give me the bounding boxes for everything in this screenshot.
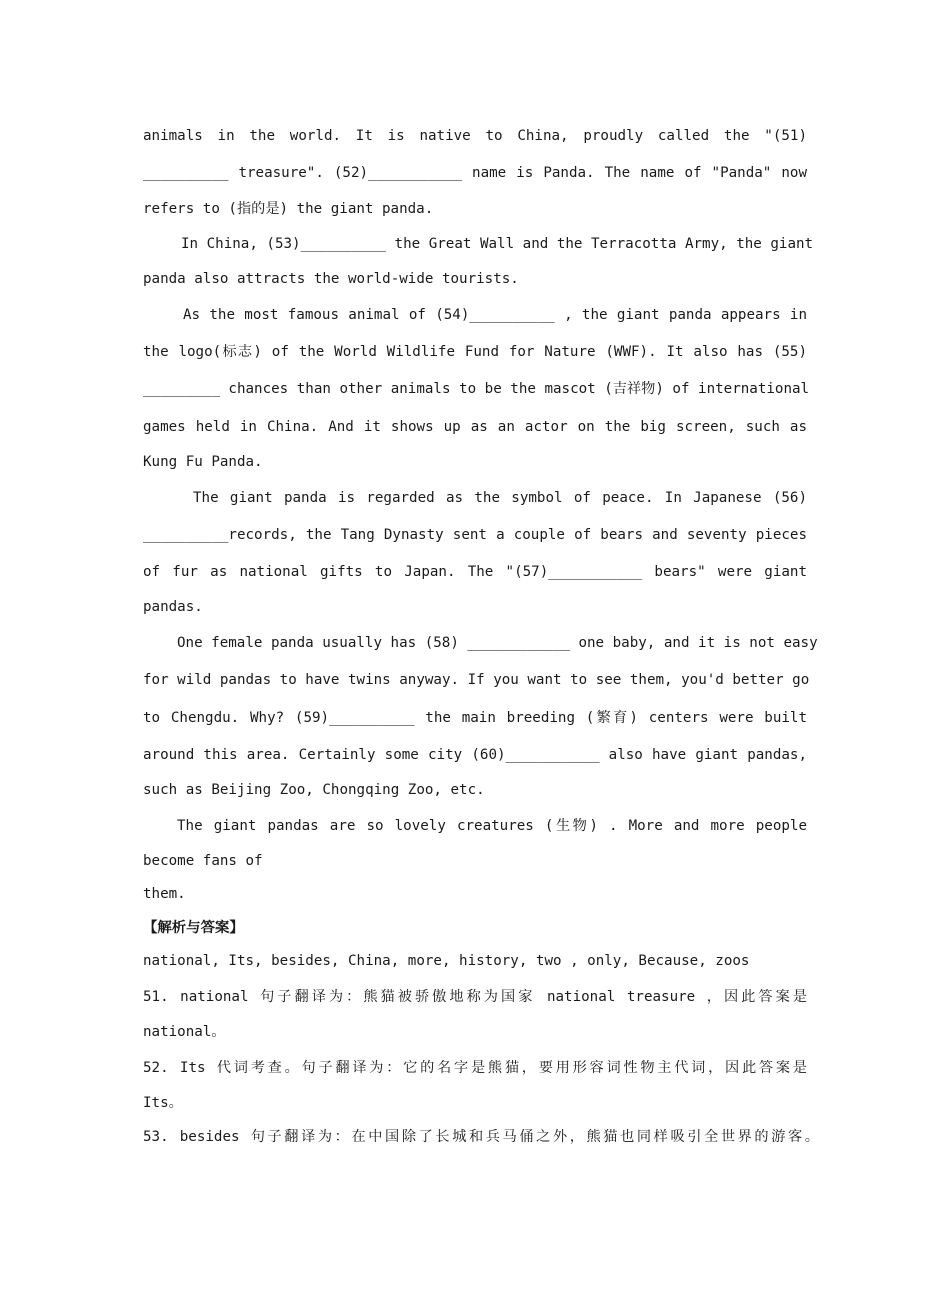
passage-line: panda also attracts the world-wide tourists. [143, 271, 519, 288]
passage-line: In China, (53)__________ the Great Wall and the Terracotta Army, the giant [181, 236, 814, 253]
passage-line: refers to (指的是) the giant panda. [143, 200, 434, 217]
passage-line: __________ treasure". (52)___________ name is Panda. The name of "Panda" now [143, 165, 807, 182]
passage-line: the logo(标志) of the World Wildlife Fund for Nature (WWF). It also has (55) [143, 344, 807, 361]
answer-52-line: 52. Its 代词考查。句子翻译为：它的名字是熊猫，要用形容词性物主代词，因此答案是 [143, 1059, 807, 1076]
passage-line: Kung Fu Panda. [143, 454, 263, 471]
passage-line: to Chengdu. Why? (59)__________ the main breeding (繁育) centers were built [143, 709, 807, 726]
passage-line: _________ chances than other animals to be the mascot (吉祥物) of international [143, 381, 810, 398]
answer-52-line: Its。 [143, 1095, 183, 1112]
answer-51-line: 51. national 句子翻译为：熊猫被骄傲地称为国家 national treasure ，因此答案是 [143, 988, 807, 1005]
passage-line: around this area. Certainly some city (60)___________ also have giant pandas, [143, 746, 807, 763]
passage-line: of fur as national gifts to Japan. The "(57)___________ bears" were giant [143, 564, 807, 581]
passage-line: them. [143, 886, 186, 903]
passage-line: One female panda usually has (58) ____________ one baby, and it is not easy [177, 634, 818, 651]
passage-line: The giant pandas are so lovely creatures (生物) . More and more people [177, 817, 807, 834]
passage-line: The giant panda is regarded as the symbol of peace. In Japanese (56) [193, 489, 807, 506]
passage-line: animals in the world. It is native to China, proudly called the "(51) [143, 128, 807, 144]
passage-line: __________records, the Tang Dynasty sent a couple of bears and seventy pieces [143, 526, 807, 543]
document-page [143, 118, 819, 1154]
passage-line: games held in China. And it shows up as an actor on the big screen, such as [143, 418, 807, 435]
passage-line: become fans of [143, 852, 263, 869]
passage-line: pandas. [143, 599, 203, 616]
passage-line: for wild pandas to have twins anyway. If you want to see them, you'd better go [143, 672, 810, 689]
answer-51-line: national。 [143, 1024, 226, 1041]
answers-heading: 【解析与答案】 [143, 919, 244, 936]
answer-53-line: 53. besides 句子翻译为：在中国除了长城和兵马俑之外，熊猫也同样吸引全世界的游客。 [143, 1128, 819, 1145]
passage-line: As the most famous animal of (54)__________ , the giant panda appears in [183, 306, 807, 323]
passage-line: such as Beijing Zoo, Chongqing Zoo, etc. [143, 782, 485, 799]
answers-summary: national, Its, besides, China, more, history, two , only, Because, zoos [143, 953, 750, 970]
